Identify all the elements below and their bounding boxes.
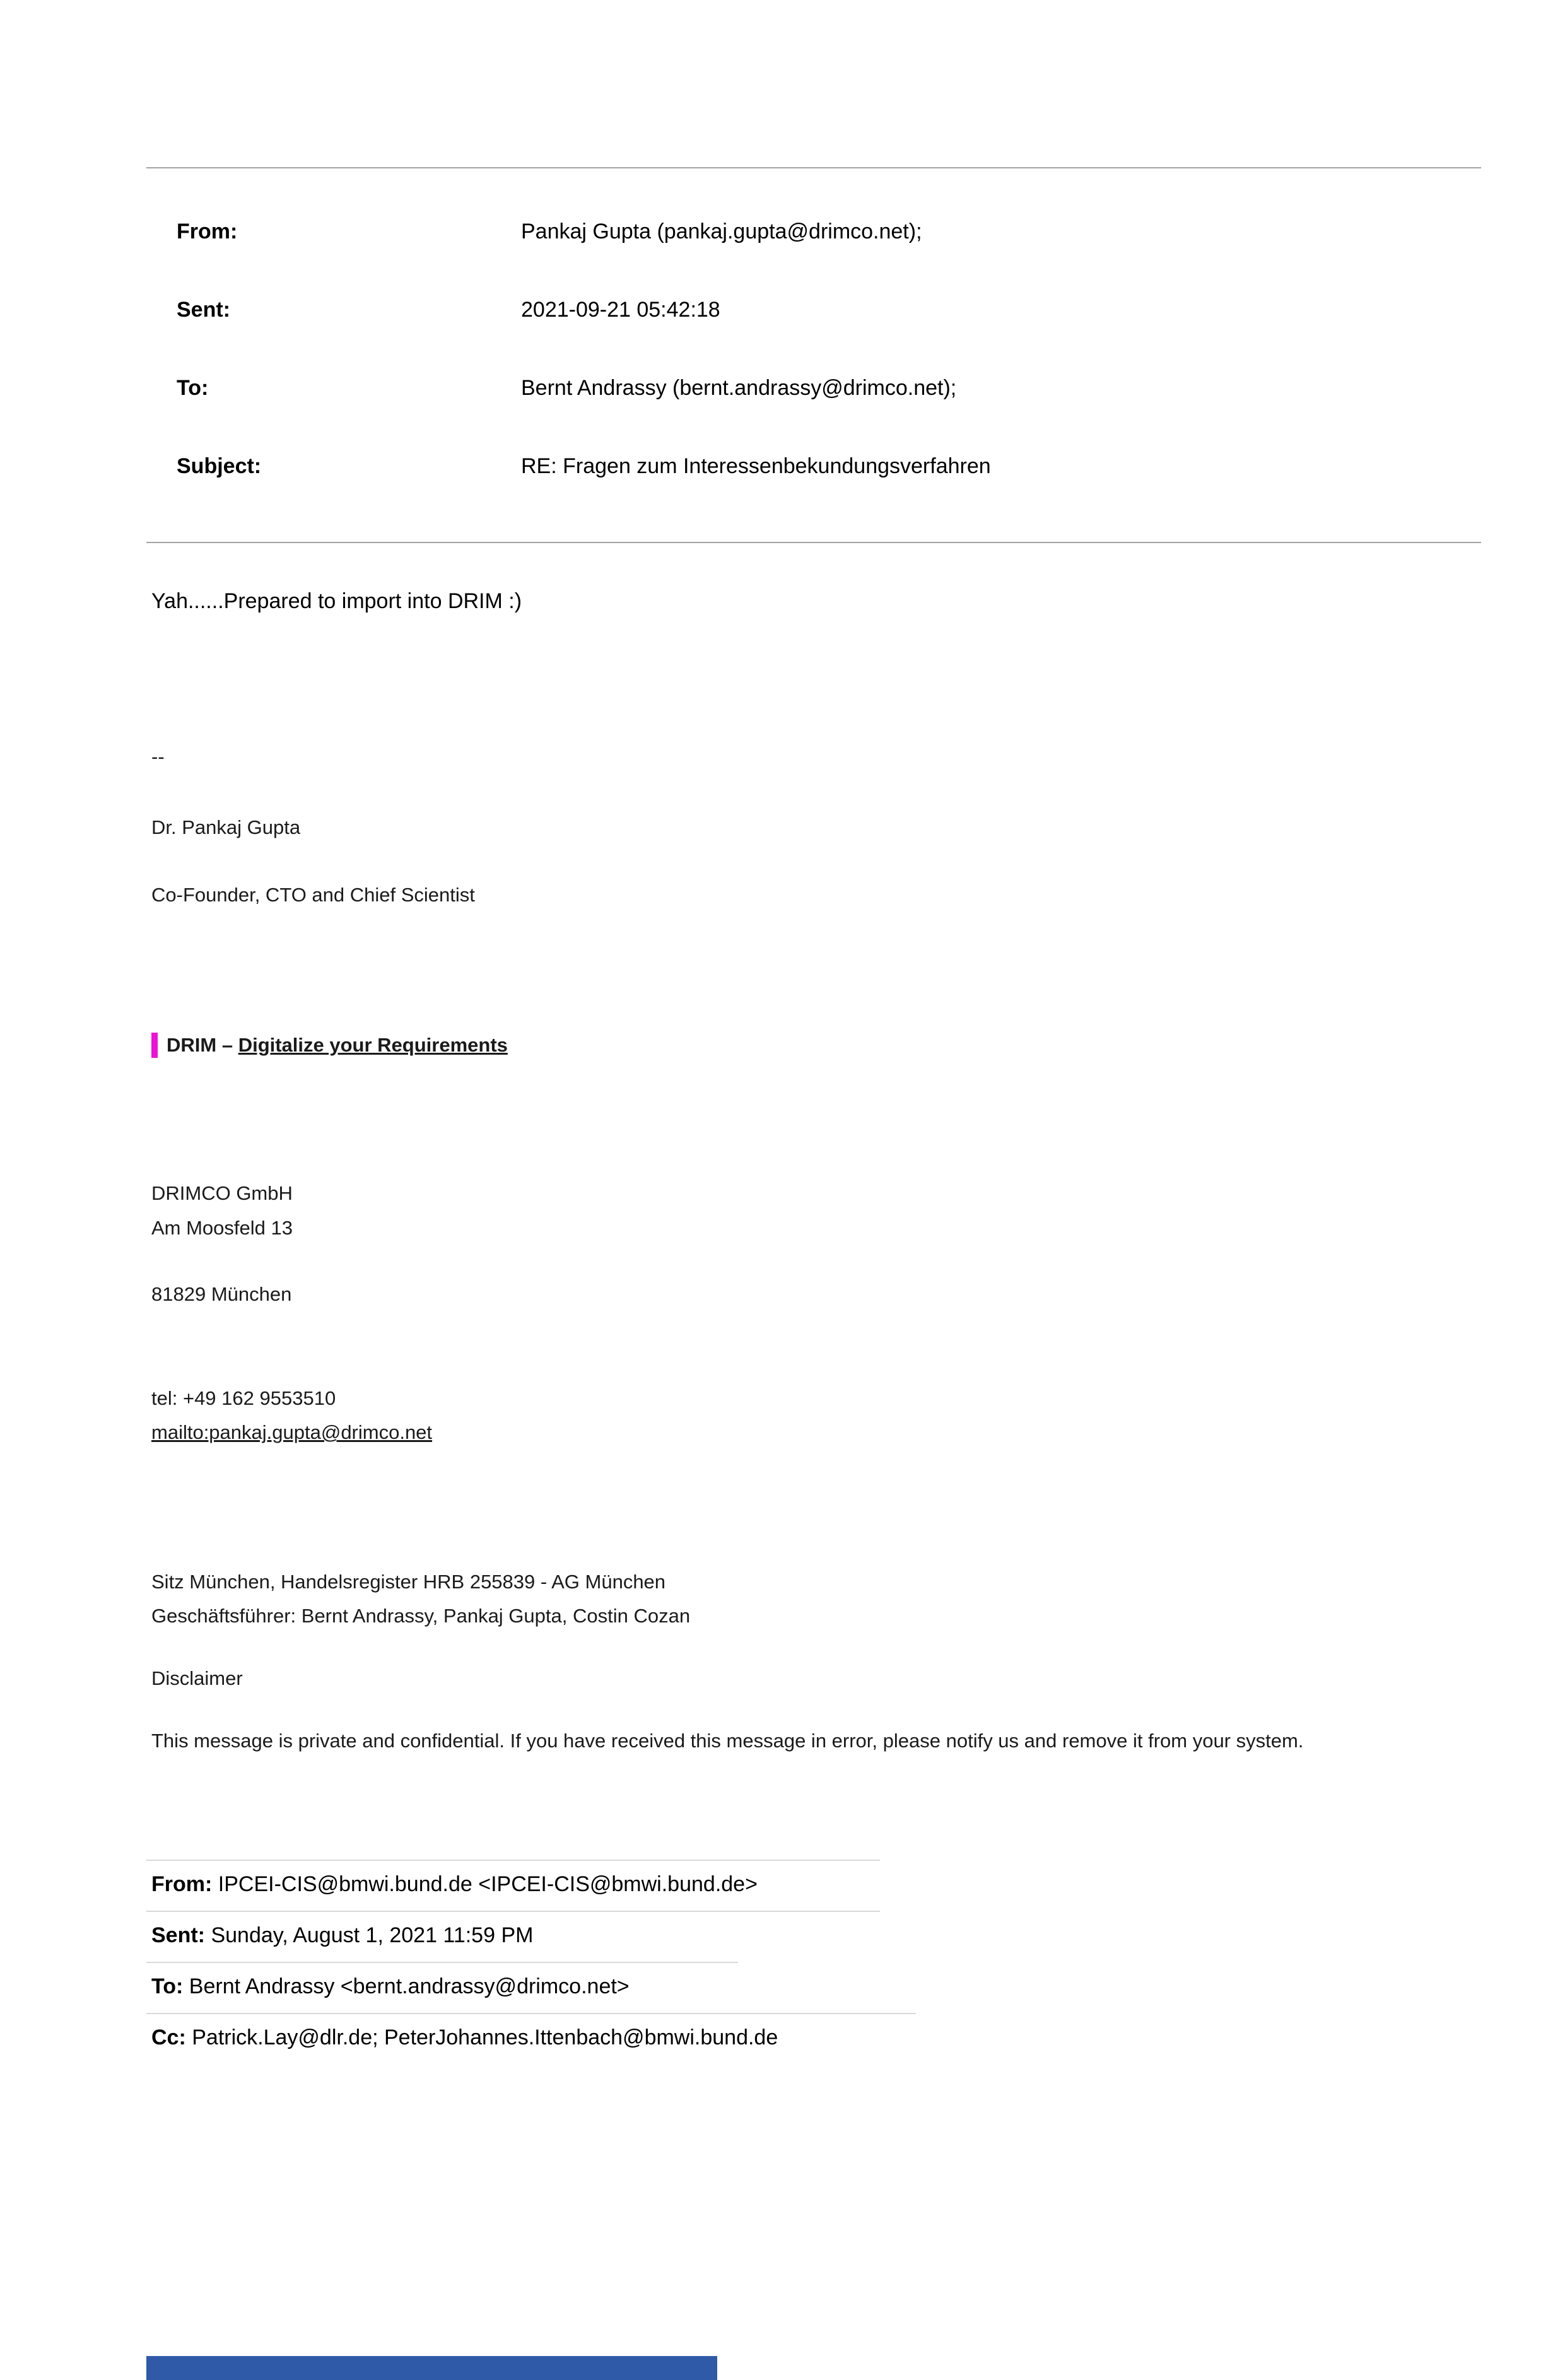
header-row-subject — [146, 427, 1481, 505]
sent-label: Sent: — [177, 297, 230, 322]
sent-value: 2021-09-21 05:42:18 — [521, 297, 720, 322]
quoted-cc-value: Patrick.Lay@dlr.de; PeterJohannes.Ittenbach@bmwi.bund.de — [185, 2025, 778, 2049]
tagline-link[interactable]: Digitalize your Requirements — [238, 1034, 508, 1057]
quoted-from-value: IPCEI-CIS@bmwi.bund.de <IPCEI-CIS@bmwi.bund.de> — [212, 1872, 758, 1896]
disclaimer-title: Disclaimer — [151, 1667, 243, 1690]
email-header — [146, 167, 1481, 543]
disclaimer-text: This message is private and confidential. If you have received this message in error, please notify us and remove it from your system. — [151, 1730, 1304, 1752]
subject-label: Subject: — [177, 454, 262, 478]
quoted-cc-label: Cc: — [151, 2025, 186, 2049]
quoted-from-label: From: — [151, 1872, 213, 1896]
quoted-to-label: To: — [151, 1974, 184, 1998]
signature-name: Dr. Pankaj Gupta — [151, 816, 301, 839]
subject-value: RE: Fragen zum Interessenbekundungsverfahren — [521, 454, 991, 478]
company-name: DRIMCO GmbH — [151, 1182, 293, 1205]
company-city: 81829 München — [151, 1282, 292, 1305]
from-label: From: — [177, 219, 238, 243]
company-address — [151, 1176, 1382, 1245]
quoted-row-to — [151, 1963, 1565, 2013]
company-street: Am Moosfeld 13 — [151, 1216, 293, 1239]
company-tagline — [151, 1033, 1382, 1058]
signature-separator: -- — [151, 746, 165, 768]
mailto-link[interactable]: mailto:pankaj.gupta@drimco.net — [151, 1421, 433, 1444]
quoted-row-sent — [151, 1912, 1565, 1962]
to-label: To: — [177, 375, 209, 400]
signature-title: Co-Founder, CTO and Chief Scientist — [151, 883, 475, 906]
quoted-sent-value: Sunday, August 1, 2021 11:59 PM — [205, 1923, 534, 1947]
quoted-row-from — [151, 1861, 1565, 1911]
tagline-prefix: DRIM – — [167, 1034, 238, 1057]
to-value: Bernt Andrassy (bernt.andrassy@drimco.net); — [521, 375, 957, 400]
from-value: Pankaj Gupta (pankaj.gupta@drimco.net); — [521, 219, 922, 243]
quoted-email-header — [151, 1860, 1565, 2064]
header-row-to — [146, 349, 1481, 427]
phone-number: tel: +49 162 9553510 — [151, 1387, 336, 1410]
quoted-sent-label: Sent: — [151, 1923, 205, 1947]
legal-register-block — [151, 1565, 1382, 1634]
managing-directors-line: Geschäftsführer: Bernt Andrassy, Pankaj Gupta, Costin Cozan — [151, 1604, 691, 1627]
email-document-page — [0, 167, 1565, 2380]
truncated-blue-bar — [146, 2356, 717, 2380]
message-text: Yah......Prepared to import into DRIM :) — [151, 589, 522, 613]
contact-block — [151, 1381, 1382, 1450]
quoted-to-value: Bernt Andrassy <bernt.andrassy@drimco.net> — [183, 1974, 630, 1998]
quoted-row-cc — [151, 2014, 1565, 2064]
header-row-from — [146, 192, 1481, 271]
email-body — [151, 587, 1382, 1759]
register-line: Sitz München, Handelsregister HRB 255839 - AG München — [151, 1570, 666, 1593]
header-row-sent — [146, 271, 1481, 349]
